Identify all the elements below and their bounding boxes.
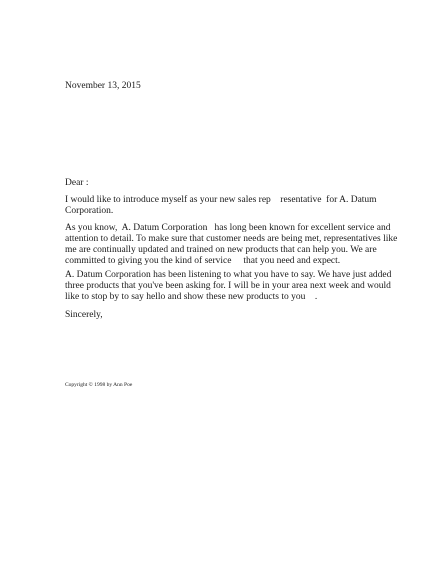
letter-date: November 13, 2015 bbox=[65, 81, 141, 91]
paragraph-line: Corporation. bbox=[65, 206, 114, 216]
letter-paragraph-products bbox=[65, 270, 392, 303]
paragraph-line: me are continually updated and trained on new products that can help you. We are bbox=[65, 245, 377, 255]
paragraph-line: As you know, A. Datum Corporation has long been known for excellent service and bbox=[65, 223, 391, 233]
paragraph-line: like to stop by to say hello and show these new products to you . bbox=[65, 292, 318, 302]
paragraph-line: attention to detail. To make sure that customer needs are being met, representatives like bbox=[65, 234, 398, 244]
letter-closing: Sincerely, bbox=[65, 310, 103, 320]
letter-paragraph-service bbox=[65, 223, 398, 267]
copyright-notice: Copyright © 1998 by Ann Poe bbox=[65, 382, 133, 388]
letter-salutation: Dear : bbox=[65, 178, 89, 188]
paragraph-line: three products that you've been asking for. I will be in your area next week and would bbox=[65, 281, 391, 291]
paragraph-line: I would like to introduce myself as your new sales rep resentative for A. Datum bbox=[65, 195, 377, 205]
letter-paragraph-introduction bbox=[65, 195, 385, 217]
paragraph-line: A. Datum Corporation has been listening to what you have to say. We have just added bbox=[65, 270, 392, 280]
paragraph-line: committed to giving you the kind of service that you need and expect. bbox=[65, 256, 341, 266]
